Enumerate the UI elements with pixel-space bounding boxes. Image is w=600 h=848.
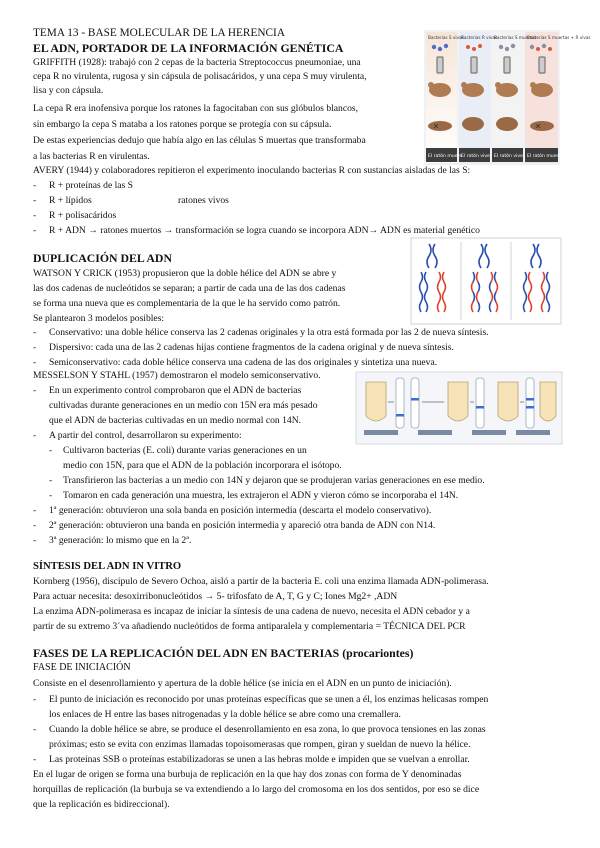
section-title-fases xyxy=(33,646,413,660)
fases-closing-2: horquillas de replicación (la burbuja se va extendiendo a lo largo del cromosoma en los dos sentidos, por eso se dice xyxy=(33,784,480,795)
list-bullet: - xyxy=(33,505,37,516)
avery-intro: AVERY (1944) y colaboradores repitieron el experimento inoculando bacterias R con sustancias aisladas de las S: xyxy=(33,165,471,176)
list-bullet: - xyxy=(33,724,37,735)
avery-item-4: R + ADN → ratones muertos → transformación se logra cuando se incorpora ADN→ ADN es material genético xyxy=(49,225,480,236)
griffith-line-6: De estas experiencias dedujo que había algo en las células S muertas que transformaba xyxy=(33,135,366,146)
fases-title-paren: (procariontes) xyxy=(342,646,414,660)
griffith-line-5: sin embargo la cepa S mataba a los ratones porque se protegía con su cápsula. xyxy=(33,119,332,130)
fases-bullet-1-line-2: los enlaces de H entre las bases nitrogenadas y la doble hélice se abre como una cremallera. xyxy=(49,709,401,720)
list-bullet: - xyxy=(33,430,37,441)
list-bullet: - xyxy=(33,385,37,396)
fases-closing-3: que la replicación es bidireccional). xyxy=(33,799,170,810)
avery-item-2: R + lípidos xyxy=(49,195,92,206)
sub-line-2: medio con 15N, para que el ADN de la población incorporara el isótopo. xyxy=(63,460,342,471)
griffith-outcome-1: El ratón muere xyxy=(428,154,463,159)
tema-title: TEMA 13 - BASE MOLECULAR DE LA HERENCIA xyxy=(33,27,285,39)
fases-intro: Consiste en el desenrollamiento y apertura de la doble hélice (se inicia en el ADN en un punto de iniciación). xyxy=(33,678,452,689)
watson-line-4: Se plantearon 3 modelos posibles: xyxy=(33,313,165,324)
fase-iniciacion-title: FASE DE INICIACIÓN xyxy=(33,662,131,673)
griffith-line-4: La cepa R era inofensiva porque los ratones la fagocitaban con sus glóbulos blancos, xyxy=(33,103,359,114)
meselson-stahl-figure xyxy=(356,372,562,444)
list-bullet: - xyxy=(33,754,37,765)
griffith-line-7: a las bacterias R en virulentas. xyxy=(33,151,150,162)
griffith-line-3: lisa y con cápsula. xyxy=(33,85,104,96)
griffith-col-label-2: Bacterias R vivas xyxy=(461,35,498,40)
griffith-experiment-figure xyxy=(424,30,591,165)
model-semiconservativo: Semiconservativo: cada doble hélice conserva una cadena de las dos originales y sintetiza una nueva. xyxy=(49,357,438,368)
griffith-outcome-3: El ratón vive xyxy=(494,154,523,159)
fases-closing-1: En el lugar de origen se forma una burbuja de replicación en la que hay dos zonas con forma de Y denominadas xyxy=(33,769,462,780)
generation-2: 2ª generación: obtuvieron una banda en posición intermedia y apareció otra banda de ADN con N14. xyxy=(49,520,436,531)
sub-line-4: Tomaron en cada generación una muestra, les extrajeron el ADN y vieron cómo se incorporaba el 14N. xyxy=(63,490,459,501)
generation-1: 1ª generación: obtuvieron una sola banda en posición intermedia (descarta el modelo conservativo). xyxy=(49,505,432,516)
messelson-line: MESSELSON Y STAHL (1957) demostraron el modelo semiconservativo. xyxy=(33,370,321,381)
fases-bullet-1-line-1: El punto de iniciación es reconocido por unas proteínas específicas que se unen a él, los enzimas helicasas rompen xyxy=(49,694,489,705)
griffith-line-2: cepa R no virulenta, rugosa y sin cápsula de polisacáridos, y una cepa S muy virulenta, xyxy=(33,71,367,82)
list-bullet: - xyxy=(33,342,37,353)
avery-item-1: R + proteínas de las S xyxy=(49,180,134,191)
list-bullet: - xyxy=(49,475,53,486)
replication-models-figure xyxy=(411,238,561,324)
griffith-outcome-2: El ratón vive xyxy=(461,154,490,159)
avery-item-3: R + polisacáridos xyxy=(49,210,117,221)
list-bullet: - xyxy=(33,327,37,338)
fases-bullet-2-line-2: próximas; esto se evita con enzimas llamadas topoisomerasas que rompen, giran y sueldan de nuevo la hélice. xyxy=(49,739,471,750)
experiment-line-1: En un experimento control comprobaron que el ADN de bacterias xyxy=(49,385,302,396)
list-bullet: - xyxy=(49,445,53,456)
list-bullet: - xyxy=(33,225,37,236)
list-bullet: - xyxy=(33,180,37,191)
griffith-col-label-1: Bacterias S vivas xyxy=(428,35,464,40)
section-title-duplicacion: DUPLICACIÓN DEL ADN xyxy=(33,251,172,265)
griffith-line-1: GRIFFITH (1928): trabajó con 2 cepas de la bacteria Streptococcus pneumoniae, una xyxy=(33,57,361,68)
experiment-line-3: que el ADN de bacterias cultivadas en un medio normal con 14N. xyxy=(49,415,302,426)
sintesis-line-3: La enzima ADN-polimerasa es incapaz de iniciar la síntesis de una cadena de nuevo, necesita el ADN cebador y a xyxy=(33,606,470,617)
griffith-col-label-3: Bacterias S muertas xyxy=(494,35,537,40)
list-bullet: - xyxy=(33,694,37,705)
list-bullet: - xyxy=(33,535,37,546)
sintesis-line-2: Para actuar necesita: desoxirribonucleótidos → 5- trifosfato de A, T, G y C; Iones Mg2+ ,ADN xyxy=(33,591,398,602)
model-dispersivo: Dispersivo: cada una de las 2 cadenas hijas contiene fragmentos de la cadena original y de nueva síntesis. xyxy=(49,342,454,353)
section-title-adn: EL ADN, PORTADOR DE LA INFORMACIÓN GENÉTICA xyxy=(33,41,344,55)
griffith-outcome-4: El ratón muere xyxy=(527,154,562,159)
experiment-line-4: A partir del control, desarrollaron su experimento: xyxy=(49,430,242,441)
fases-bullet-3-line-1: Las proteínas SSB o proteínas estabilizadoras se unen a las hebras molde e impiden que se vuelvan a enrollar. xyxy=(49,754,470,765)
list-bullet: - xyxy=(33,520,37,531)
sub-line-1: Cultivaron bacterias (E. coli) durante varias generaciones en un xyxy=(63,445,307,456)
list-bullet: - xyxy=(33,357,37,368)
fases-title: FASES DE LA REPLICACIÓN DEL ADN EN BACTERIAS xyxy=(33,646,340,660)
section-title-sintesis: SÍNTESIS DEL ADN IN VITRO xyxy=(33,561,182,572)
list-bullet: - xyxy=(33,210,37,221)
watson-line-1: WATSON Y CRICK (1953) propusieron que la doble hélice del ADN se abre y xyxy=(33,268,337,279)
griffith-col-label-4: Bacterias S muertas + R vivas xyxy=(527,35,591,40)
model-conservativo: Conservativo: una doble hélice conserva las 2 cadenas originales y la otra está formada por las 2 de nueva síntesis. xyxy=(49,327,489,338)
watson-line-3: se forma una nueva que es complementaria de la que le ha servido como patrón. xyxy=(33,298,341,309)
sintesis-line-4: partir de su extremo 3´va añadiendo nucleótidos de forma antiparalela y complementaria = TÉCNICA DEL PCR xyxy=(33,621,466,632)
avery-item-2-result: ratones vivos xyxy=(178,195,229,206)
list-bullet: - xyxy=(33,195,37,206)
fases-bullet-2-line-1: Cuando la doble hélice se abre, se produce el desenrollamiento en esa zona, lo que provoca tensiones en las zonas xyxy=(49,724,486,735)
sub-line-3: Transfirieron las bacterias a un medio con 14N y dejaron que se produjeran varias generaciones en ese medio. xyxy=(63,475,485,486)
experiment-line-2: cultivadas durante generaciones en un medio con 15N era más pesado xyxy=(49,400,318,411)
generation-3: 3ª generación: lo mismo que en la 2ª. xyxy=(49,535,192,546)
list-bullet: - xyxy=(49,490,53,501)
sintesis-line-1: Kornberg (1956), discípulo de Severo Ochoa, aisló a partir de la bacteria E. coli una enzima llamada ADN-polimerasa. xyxy=(33,576,489,587)
watson-line-2: las dos cadenas de nucleótidos se separan; a partir de cada una de las dos cadenas xyxy=(33,283,346,294)
